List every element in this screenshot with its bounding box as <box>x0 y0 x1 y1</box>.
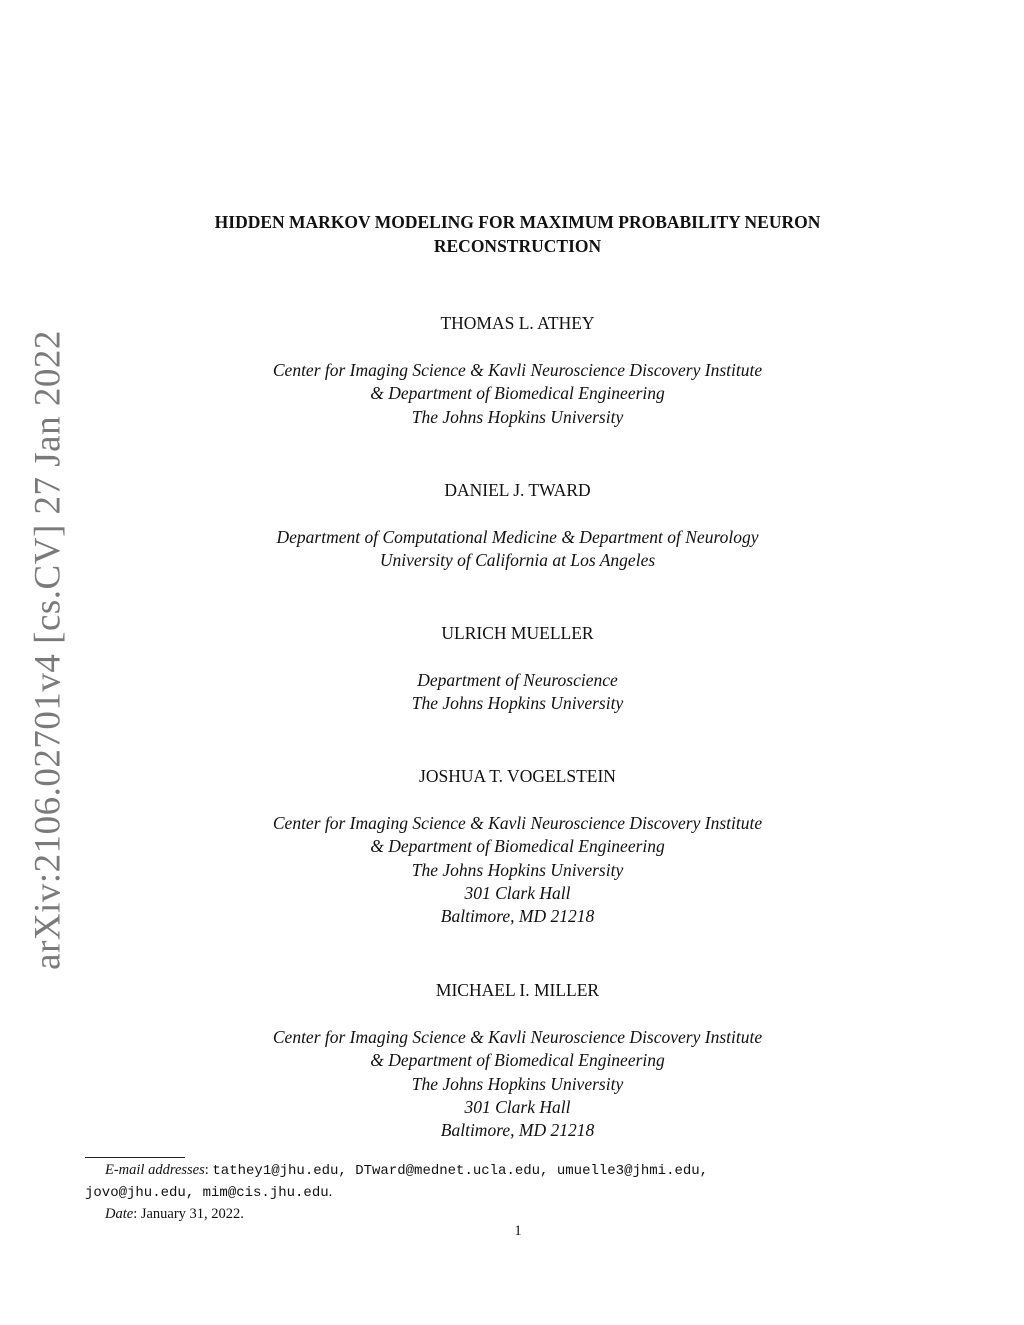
email-line: E-mail addresses: tathey1@jhu.edu, DTward@mednet.ucla.edu, umuelle3@jhmi.edu, <box>105 1162 709 1179</box>
paper-title <box>110 210 925 258</box>
affiliation-line: The Johns Hopkins University <box>411 1073 624 1094</box>
author-name: JOSHUA T. VOGELSTEIN <box>419 766 616 786</box>
author-name: DANIEL J. TWARD <box>444 480 591 500</box>
affiliation-line: The Johns Hopkins University <box>411 693 624 714</box>
title-line-2: RECONSTRUCTION <box>433 236 602 256</box>
affiliation-line: The Johns Hopkins University <box>411 406 624 427</box>
title-line-1: HIDDEN MARKOV MODELING FOR MAXIMUM PROBABILITY NEURON <box>214 212 821 232</box>
author-name: MICHAEL I. MILLER <box>435 980 600 1000</box>
date-value: January 31, 2022. <box>140 1206 244 1222</box>
affiliation-line: Center for Imaging Science & Kavli Neuroscience Discovery Institute <box>272 1027 763 1047</box>
affiliation-line: 301 Clark Hall <box>464 882 571 903</box>
affiliation-line: University of California at Los Angeles <box>379 550 656 571</box>
author-block-miller <box>110 979 925 1142</box>
footnote <box>85 1160 845 1225</box>
author-affiliation <box>110 812 925 928</box>
arxiv-identifier: arXiv:2106.02701v4 [cs.CV] 27 Jan 2022 <box>27 330 69 970</box>
author-name: ULRICH MUELLER <box>441 623 594 643</box>
affiliation-line: Baltimore, MD 21218 <box>440 1120 595 1141</box>
date-label: Date <box>105 1206 134 1222</box>
affiliation-line: Department of Computational Medicine & Department of Neurology <box>276 527 759 547</box>
author-affiliation <box>110 1026 925 1142</box>
author-block-mueller <box>110 622 925 716</box>
affiliation-line: 301 Clark Hall <box>464 1096 571 1117</box>
author-affiliation <box>110 669 925 716</box>
author-block-athey <box>110 312 925 429</box>
affiliation-line: & Department of Biomedical Engineering <box>370 383 665 404</box>
email-label: E-mail addresses <box>105 1162 205 1178</box>
author-name: THOMAS L. ATHEY <box>440 313 595 333</box>
email-line-continued: jovo@jhu.edu, mim@cis.jhu.edu. <box>85 1184 333 1201</box>
author-block-tward <box>110 479 925 573</box>
email-list-continued: jovo@jhu.edu, mim@cis.jhu.edu <box>85 1185 329 1201</box>
page-number: 1 <box>514 1223 522 1239</box>
affiliation-line: & Department of Biomedical Engineering <box>370 1050 665 1071</box>
author-affiliation <box>110 359 925 429</box>
affiliation-line: Center for Imaging Science & Kavli Neuroscience Discovery Institute <box>272 813 763 833</box>
author-affiliation <box>110 526 925 573</box>
affiliation-line: Center for Imaging Science & Kavli Neuroscience Discovery Institute <box>272 360 763 380</box>
affiliation-line: & Department of Biomedical Engineering <box>370 836 665 857</box>
author-block-vogelstein <box>110 765 925 928</box>
affiliation-line: The Johns Hopkins University <box>411 859 624 880</box>
footnote-rule <box>85 1157 185 1158</box>
email-list: tathey1@jhu.edu, DTward@mednet.ucla.edu, umuelle3@jhmi.edu, <box>212 1163 709 1179</box>
affiliation-line: Department of Neuroscience <box>417 670 618 690</box>
affiliation-line: Baltimore, MD 21218 <box>440 906 595 927</box>
date-line: Date: January 31, 2022. <box>105 1206 244 1222</box>
